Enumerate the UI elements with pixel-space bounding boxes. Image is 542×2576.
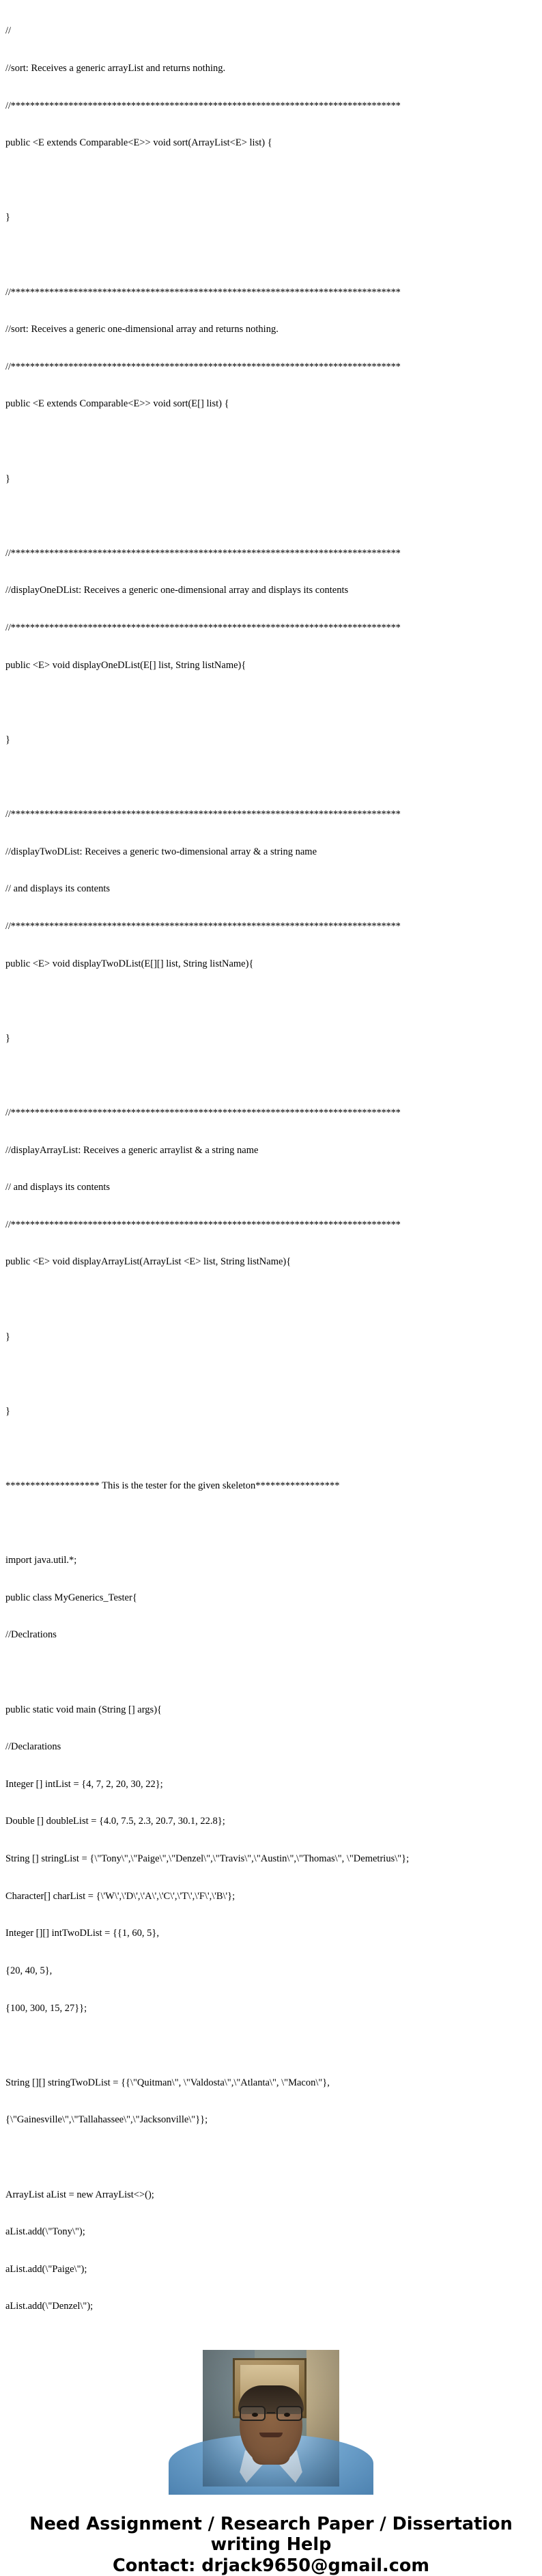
promo-contact: Contact: drjack9650@gmail.com bbox=[113, 2555, 429, 2576]
code-line: aList.add(\"Paige\"); bbox=[5, 2263, 87, 2275]
code-line bbox=[5, 249, 537, 261]
code-line: Character[] charList = {\'W\',\'D\',\'A\',\'C\',\'T\',\'F\',\'B\'}; bbox=[5, 1890, 236, 1902]
code-line: //Declarations bbox=[5, 1741, 61, 1753]
code-line: public <E extends Comparable<E>> void sort(E[] list) { bbox=[5, 398, 229, 410]
code-line bbox=[5, 1666, 537, 1678]
code-line: Integer [][] intTwoDList = {{1, 60, 5}, bbox=[5, 1928, 159, 1939]
code-line: } bbox=[5, 1331, 10, 1342]
code-line: } bbox=[5, 212, 10, 223]
code-line: } bbox=[5, 473, 10, 484]
code-line: //sort: Receives a generic arrayList and returns nothing. bbox=[5, 63, 226, 74]
code-line: {100, 300, 15, 27}}; bbox=[5, 2002, 87, 2014]
promo-line-1: Need Assignment / Research Paper / Dissertation bbox=[29, 2513, 513, 2534]
code-line: //********************************************************************************* bbox=[5, 286, 401, 298]
code-line: import java.util.*; bbox=[5, 1555, 77, 1566]
code-line: public static void main (String [] args){ bbox=[5, 1704, 162, 1715]
code-line: Double [] doubleList = {4.0, 7.5, 2.3, 20.7, 30.1, 22.8}; bbox=[5, 1816, 225, 1827]
code-line: public <E> void displayOneDList(E[] list, String listName){ bbox=[5, 659, 246, 671]
code-line bbox=[5, 1517, 537, 1529]
code-line: //displayOneDList: Receives a generic one-dimensional array and displays its contents bbox=[5, 585, 349, 596]
code-line bbox=[5, 2151, 537, 2163]
code-line: //displayArrayList: Receives a generic arraylist & a string name bbox=[5, 1144, 259, 1156]
code-line: String [][] stringTwoDList = {{\"Quitman\", \"Valdosta\",\"Atlanta\", \"Macon\"}, bbox=[5, 2077, 330, 2088]
code-line: Integer [] intList = {4, 7, 2, 20, 30, 22}; bbox=[5, 1778, 163, 1790]
code-line: //Declrations bbox=[5, 1629, 57, 1641]
code-line: // bbox=[5, 25, 12, 37]
code-line: } bbox=[5, 1405, 10, 1417]
code-line bbox=[5, 771, 537, 784]
code-line: {20, 40, 5}, bbox=[5, 1965, 53, 1976]
code-line bbox=[5, 510, 537, 522]
code-line: // and displays its contents bbox=[5, 1182, 111, 1193]
code-line bbox=[5, 1293, 537, 1305]
code-line bbox=[5, 995, 537, 1007]
code-line: {\"Gainesville\",\"Tallahassee\",\"Jacksonville\"}}; bbox=[5, 2114, 208, 2126]
code-line: //********************************************************************************* bbox=[5, 1219, 401, 1230]
code-line: public <E> void displayTwoDList(E[][] list, String listName){ bbox=[5, 958, 254, 969]
promo-banner bbox=[0, 2514, 542, 2576]
code-line: //********************************************************************************* bbox=[5, 809, 401, 820]
avatar bbox=[203, 2350, 339, 2487]
code-line: ArrayList aList = new ArrayList<>(); bbox=[5, 2189, 154, 2200]
code-line bbox=[5, 174, 537, 186]
code-line bbox=[5, 1442, 537, 1454]
code-line: //displayTwoDList: Receives a generic two-dimensional array & a string name bbox=[5, 846, 317, 857]
photo-vignette bbox=[203, 2350, 339, 2487]
code-line bbox=[5, 1368, 537, 1380]
code-line: public class MyGenerics_Tester{ bbox=[5, 1592, 137, 1603]
code-line: //********************************************************************************* bbox=[5, 622, 401, 634]
code-line: aList.add(\"Tony\"); bbox=[5, 2226, 85, 2238]
code-line: // and displays its contents bbox=[5, 883, 111, 895]
code-line: //********************************************************************************* bbox=[5, 920, 401, 932]
code-line bbox=[5, 696, 537, 708]
code-line bbox=[5, 2039, 537, 2051]
portrait-photo-container bbox=[0, 2350, 542, 2487]
code-line: String [] stringList = {\"Tony\",\"Paige\",\"Denzel\",\"Travis\",\"Austin\",\"Thomas\", \"Demetrius\"}; bbox=[5, 1853, 410, 1865]
promo-line-2: writing Help bbox=[210, 2534, 332, 2555]
code-line bbox=[5, 1069, 537, 1081]
code-line: public <E extends Comparable<E>> void sort(ArrayList<E> list) { bbox=[5, 137, 272, 149]
code-line: //********************************************************************************* bbox=[5, 547, 401, 559]
code-line: } bbox=[5, 1032, 10, 1044]
code-line: public <E> void displayArrayList(ArrayList <E> list, String listName){ bbox=[5, 1256, 291, 1268]
code-line: //********************************************************************************* bbox=[5, 361, 401, 372]
code-line: aList.add(\"Denzel\"); bbox=[5, 2301, 94, 2312]
code-line: //sort: Receives a generic one-dimensional array and returns nothing. bbox=[5, 324, 279, 335]
code-line bbox=[5, 435, 537, 447]
code-line: //********************************************************************************* bbox=[5, 100, 401, 111]
code-line: } bbox=[5, 734, 10, 745]
tester-heading: ******************* This is the tester for the given skeleton***************** bbox=[5, 1480, 340, 1491]
code-line: //********************************************************************************* bbox=[5, 1107, 401, 1118]
